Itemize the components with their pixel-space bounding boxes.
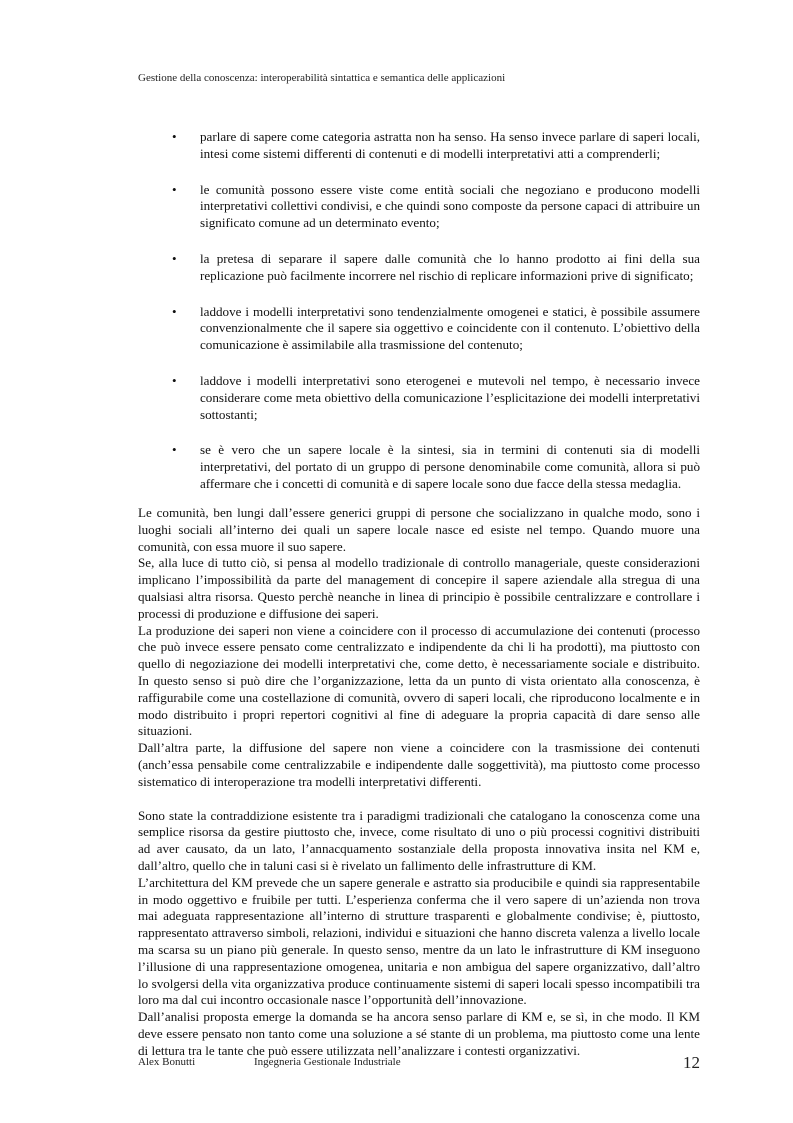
body-text bbox=[138, 505, 700, 1060]
list-item-text: le comunità possono essere viste come entità sociali che negoziano e producono modelli interpretativi collettivi condivisi, e che quindi sono composte da persone capaci di attribuire un significato comune ad un determinato evento; bbox=[200, 181, 700, 231]
list-item-text: laddove i modelli interpretativi sono eterogenei e mutevoli nel tempo, è necessario invece considerare come meta obiettivo della comunicazione l’esplicitazione dei modelli interpretativi sottostanti; bbox=[200, 372, 700, 422]
paragraph: L’architettura del KM prevede che un sapere generale e astratto sia producibile e quindi sia rappresentabile in modo oggettivo e fruibile per tutti. L’esperienza conferma che il vero sapere di un’azienda non trova mai adeguata rappresentazione all’interno di strutture trasparenti e globalmente condivise; è, piuttosto, rappresentato attraverso simboli, relazioni, individui e situazioni che hanno discreta valenza a livello locale ma scarsa su un piano più generale. In questo senso, mentre da un lato le infrastrutture di KM inseguono l’illusione di una rappresentazione omogenea, unitaria e non ambigua del sapere organizzativo, dall’altro lo svolgersi della vita organizzativa produce continuamente sistemi di saperi locali spesso incompatibili tra loro ma dal cui incontro occasionale nasce l’opportunità dell’innovazione. bbox=[138, 874, 700, 1008]
footer-course: Ingegneria Gestionale Industriale bbox=[254, 1056, 401, 1068]
list-item-text: laddove i modelli interpretativi sono tendenzialmente omogenei e statici, è possibile assumere convenzionalmente che il sapere sia oggettivo e coincidente con il contenuto. L’obiettivo della comunicazione è assimilabile alla trasmissione del contenuto; bbox=[200, 303, 700, 353]
paragraph: Sono state la contraddizione esistente tra i paradigmi tradizionali che catalogano la conoscenza come una semplice risorsa da gestire piuttosto che, invece, come risultato di uno o più processi cognitivi distribuiti ad aver causato, da un lato, l’annacquamento sostanziale della proposta innovativa insita nel KM e, dall’altro, quello che in taluni casi si è rivelato un fallimento delle infrastrutture di KM. bbox=[138, 807, 700, 873]
bullet-icon: • bbox=[172, 442, 177, 458]
bullet-list bbox=[168, 129, 700, 512]
list-item bbox=[168, 304, 700, 354]
footer-author: Alex Bonutti bbox=[138, 1056, 196, 1068]
bullet-icon: • bbox=[172, 372, 177, 388]
paragraph: Dall’altra parte, la diffusione del sapere non viene a coincidere con la trasmissione dei contenuti (anch’essa pensabile come centralizzabile e indipendente dalle soggettività), ma piuttosto come processo sistematico di interoperazione tra modelli interpretativi differenti. bbox=[138, 740, 700, 789]
paragraph: Se, alla luce di tutto ciò, si pensa al modello tradizionale di controllo manageriale, queste considerazioni implicano l’impossibilità da parte del management di concepire il sapere aziendale alla stregua di una qualsiasi altra risorsa. Questo perchè neanche in linea di principio è possibile centralizzare e controllare i processi di produzione e diffusione dei saperi. bbox=[138, 555, 700, 621]
bullet-icon: • bbox=[172, 129, 177, 144]
page-number: 12 bbox=[683, 1053, 700, 1072]
list-item bbox=[168, 182, 700, 232]
list-item bbox=[168, 442, 700, 492]
paragraph: Dall’analisi proposta emerge la domanda se ha ancora senso parlare di KM e, se sì, in che modo. Il KM deve essere pensato non tanto come una soluzione a sé stante di un problema, ma piuttosto come una lente di lettura tra le tante che può essere utilizzata nell’analizzare i contesti organizzativi. bbox=[138, 1009, 700, 1058]
paragraph: La produzione dei saperi non viene a coincidere con il processo di accumulazione dei contenuti (processo che può invece essere pensato come centralizzato e indipendente da chi li ha prodotti), ma piuttosto con quello di negoziazione dei modelli interpretativi che, come detto, è necessariamente sociale e distribuito. In questo senso si può dire che l’organizzazione, letta da un punto di vista orientato alla conoscenza, è raffigurabile come una costellazione di comunità, ovvero di saperi locali, che riproducono localmente e in modo distribuito i propri repertori cognitivi al fine di adeguare la propria capacità di dare senso alle situazioni. bbox=[138, 622, 700, 739]
list-item-text: parlare di sapere come categoria astratta non ha senso. Ha senso invece parlare di saperi locali, intesi come sistemi differenti di contenuti e di modelli interpretativi atti a comprenderli; bbox=[200, 129, 700, 161]
bullet-icon: • bbox=[172, 181, 177, 197]
bullet-icon: • bbox=[172, 250, 177, 266]
list-item-text: se è vero che un sapere locale è la sintesi, sia in termini di contenuti sia di modelli interpretativi, del portato di un gruppo di persone denominabile come comunità, allora si può affermare che i concetti di comunità e di sapere locale sono due facce della stessa medaglia. bbox=[200, 442, 700, 491]
list-item-text: la pretesa di separare il sapere dalle comunità che lo hanno prodotto ai fini della sua replicazione può facilmente incorrere nel rischio di replicare informazioni prive di significato; bbox=[200, 250, 700, 283]
bullet-icon: • bbox=[172, 303, 177, 319]
list-item bbox=[168, 373, 700, 423]
list-item bbox=[168, 251, 700, 285]
running-header: Gestione della conoscenza: interoperabilità sintattica e semantica delle applicazioni bbox=[138, 72, 506, 84]
paragraph: Le comunità, ben lungi dall’essere generici gruppi di persone che socializzano in qualche modo, sono i luoghi sociali all’interno dei quali un sapere locale nasce ed esiste nel tempo. Quando muore una comunità, con essa muore il suo sapere. bbox=[138, 505, 700, 554]
list-item bbox=[168, 129, 700, 163]
